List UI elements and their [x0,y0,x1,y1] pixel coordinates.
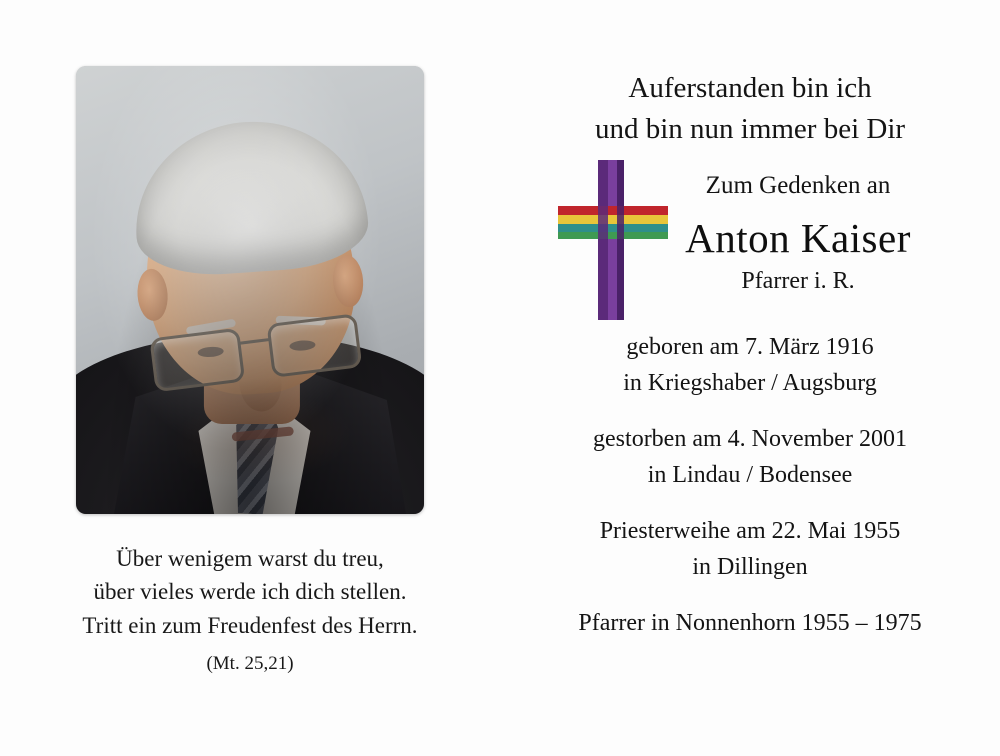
verse-text [82,542,417,678]
portrait-photo [76,66,424,514]
fact-death-line-1: gestorben am 4. November 2001 [593,426,907,453]
verse-line-2: über vieles werde ich dich stellen. [93,579,407,605]
fact-ordination [500,513,1000,585]
deceased-role: Pfarrer i. R. [741,268,855,295]
memory-label: Zum Gedenken an [705,172,891,200]
fact-service-line-1: Pfarrer in Nonnenhorn 1955 – 1975 [578,610,922,637]
deceased-name: Anton Kaiser [685,215,911,262]
headline-line-1: Auferstanden bin ich [628,72,872,104]
headline-line-2: und bin nun immer bei Dir [594,113,906,146]
verse-reference: (Mt. 25,21) [206,653,294,675]
headline [500,68,1000,150]
fact-death [500,421,1000,493]
fact-service [500,605,1000,641]
fact-ordination-line-2: in Dillingen [692,554,808,581]
fact-birth [500,329,1000,401]
verse-line-1: Über wenigem warst du treu, [116,546,384,571]
fact-death-line-2: in Lindau / Bodensee [647,462,853,489]
fact-ordination-line-1: Priesterweihe am 22. Mai 1955 [599,518,901,545]
cross-icon [558,160,668,320]
fact-birth-line-2: in Kriegshaber / Augsburg [623,370,877,397]
verse-line-3: Tritt ein zum Freudenfest des Herrn. [82,612,418,638]
facts-list [500,329,1000,641]
right-pane [500,0,1000,756]
photo-vignette [76,66,424,514]
fact-birth-line-1: geboren am 7. März 1916 [626,334,874,361]
